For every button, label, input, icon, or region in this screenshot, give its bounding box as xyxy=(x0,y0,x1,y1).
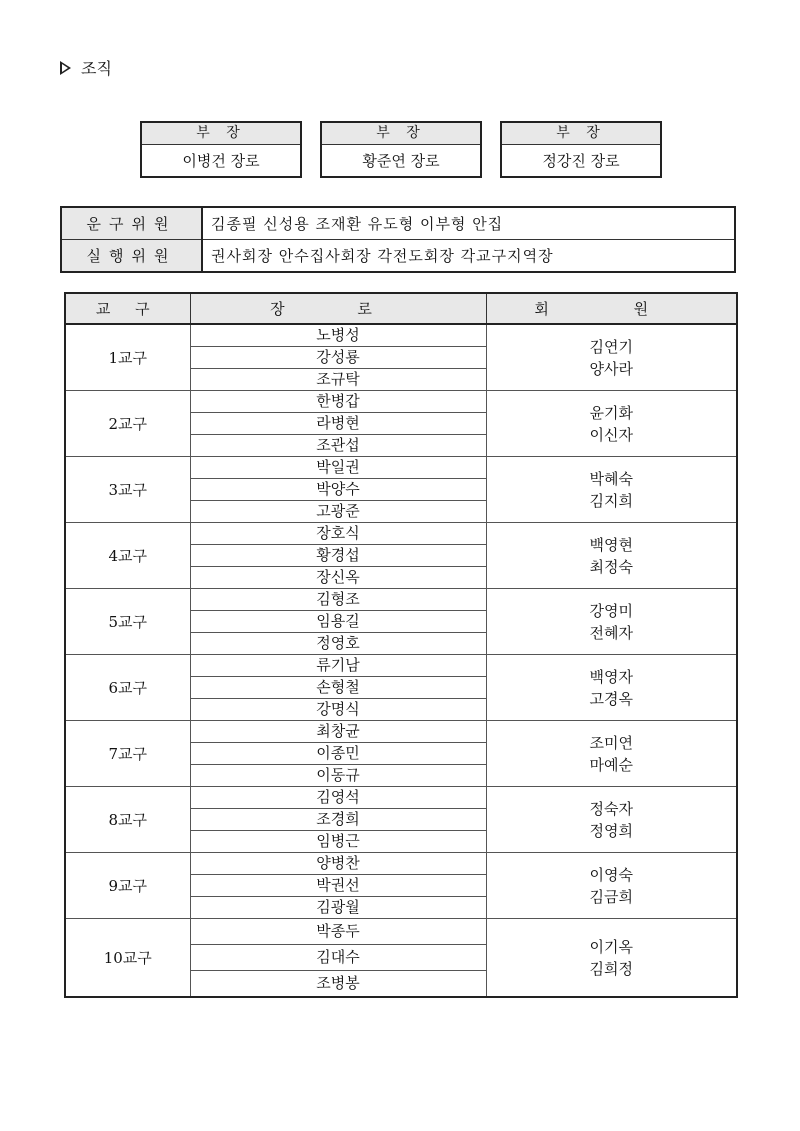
table-row xyxy=(65,787,737,809)
elders-column-header: 장 로 xyxy=(190,293,486,324)
elder-name-cell: 임용길 xyxy=(190,611,486,633)
elder-name-cell: 조관섭 xyxy=(190,435,486,457)
district-cell: 10교구 xyxy=(65,919,190,998)
members-cell xyxy=(486,787,737,853)
district-cell: 5교구 xyxy=(65,589,190,655)
district-cell: 1교구 xyxy=(65,324,190,391)
table-row xyxy=(65,391,737,413)
department-head-card xyxy=(500,121,662,178)
elder-name-cell: 이동규 xyxy=(190,765,486,787)
member-name: 조미연 xyxy=(589,733,633,752)
member-name: 양사라 xyxy=(589,359,633,378)
table-row xyxy=(65,523,737,545)
table-row xyxy=(65,324,737,347)
table-row xyxy=(65,721,737,743)
member-name: 고경옥 xyxy=(589,689,633,708)
district-cell: 3교구 xyxy=(65,457,190,523)
members-cell xyxy=(486,853,737,919)
district-cell: 8교구 xyxy=(65,787,190,853)
committee-members: 김종필 신성용 조재환 유도형 이부형 안집 xyxy=(202,207,735,240)
elder-name-cell: 정영호 xyxy=(190,633,486,655)
elder-name-cell: 라병현 xyxy=(190,413,486,435)
member-name: 김희정 xyxy=(589,959,633,978)
table-header-row xyxy=(65,293,737,324)
elder-name-cell: 황경섭 xyxy=(190,545,486,567)
committee-row xyxy=(61,240,735,273)
committee-row xyxy=(61,207,735,240)
elder-name-cell: 박양수 xyxy=(190,479,486,501)
member-name: 정숙자 xyxy=(589,799,633,818)
member-name: 윤기화 xyxy=(589,403,633,422)
elder-name-cell: 임병근 xyxy=(190,831,486,853)
table-row xyxy=(65,655,737,677)
member-name: 백영현 xyxy=(589,535,633,554)
member-name: 최정숙 xyxy=(589,557,633,576)
district-column-header: 교 구 xyxy=(65,293,190,324)
members-cell xyxy=(486,589,737,655)
department-heads xyxy=(140,121,664,181)
elder-name-cell: 한병갑 xyxy=(190,391,486,413)
elder-name-cell: 김영석 xyxy=(190,787,486,809)
elder-name-cell: 조규탁 xyxy=(190,369,486,391)
committee-members: 권사회장 안수집사회장 각전도회장 각교구지역장 xyxy=(202,240,735,273)
member-name: 정영희 xyxy=(589,821,633,840)
elder-name-cell: 김광월 xyxy=(190,897,486,919)
elder-name-cell: 김형조 xyxy=(190,589,486,611)
table-row xyxy=(65,457,737,479)
elder-name-cell: 박권선 xyxy=(190,875,486,897)
committee-label: 운구위원 xyxy=(61,207,202,240)
member-name: 이기옥 xyxy=(589,937,633,956)
elder-name-cell: 장신옥 xyxy=(190,567,486,589)
member-name: 이영숙 xyxy=(589,865,633,884)
district-table xyxy=(64,292,738,998)
member-name: 강영미 xyxy=(589,601,633,620)
members-cell xyxy=(486,391,737,457)
members-cell xyxy=(486,655,737,721)
department-head-card xyxy=(140,121,302,178)
member-name: 백영자 xyxy=(589,667,633,686)
member-name: 김금희 xyxy=(589,887,633,906)
district-cell: 4교구 xyxy=(65,523,190,589)
triangle-bullet-icon xyxy=(60,61,71,75)
members-cell xyxy=(486,324,737,391)
department-head-title: 부 장 xyxy=(142,123,300,145)
committee-table xyxy=(60,206,736,273)
member-name: 박혜숙 xyxy=(589,469,633,488)
member-name: 김지희 xyxy=(589,491,633,510)
elder-name-cell: 이종민 xyxy=(190,743,486,765)
member-name: 마예순 xyxy=(589,755,633,774)
department-head-name: 황준연 장로 xyxy=(362,152,440,170)
elder-name-cell: 박일권 xyxy=(190,457,486,479)
department-head-name: 정강진 장로 xyxy=(542,152,620,170)
section-heading-label: 조직 xyxy=(81,59,112,78)
elder-name-cell: 고광준 xyxy=(190,501,486,523)
committee-label: 실행위원 xyxy=(61,240,202,273)
member-name: 김연기 xyxy=(589,337,633,356)
district-cell: 7교구 xyxy=(65,721,190,787)
department-head-card xyxy=(320,121,482,178)
table-row xyxy=(65,919,737,945)
table-row xyxy=(65,853,737,875)
members-cell xyxy=(486,523,737,589)
district-cell: 6교구 xyxy=(65,655,190,721)
elder-name-cell: 양병찬 xyxy=(190,853,486,875)
elder-name-cell: 류기남 xyxy=(190,655,486,677)
district-cell: 2교구 xyxy=(65,391,190,457)
district-cell: 9교구 xyxy=(65,853,190,919)
elder-name-cell: 최창균 xyxy=(190,721,486,743)
members-column-header: 회 원 xyxy=(486,293,737,324)
department-head-title: 부 장 xyxy=(322,123,480,145)
elder-name-cell: 강명식 xyxy=(190,699,486,721)
elder-name-cell: 김대수 xyxy=(190,945,486,971)
elder-name-cell: 박종두 xyxy=(190,919,486,945)
section-heading xyxy=(60,56,112,79)
member-name: 이신자 xyxy=(589,425,633,444)
elder-name-cell: 손형철 xyxy=(190,677,486,699)
elder-name-cell: 강성룡 xyxy=(190,347,486,369)
members-cell xyxy=(486,919,737,998)
member-name: 전혜자 xyxy=(589,623,633,642)
members-cell xyxy=(486,721,737,787)
table-row xyxy=(65,589,737,611)
elder-name-cell: 장호식 xyxy=(190,523,486,545)
elder-name-cell: 조경희 xyxy=(190,809,486,831)
elder-name-cell: 노병성 xyxy=(190,324,486,347)
members-cell xyxy=(486,457,737,523)
department-head-name: 이병건 장로 xyxy=(182,152,260,170)
elder-name-cell: 조병봉 xyxy=(190,971,486,998)
department-head-title: 부 장 xyxy=(502,123,660,145)
